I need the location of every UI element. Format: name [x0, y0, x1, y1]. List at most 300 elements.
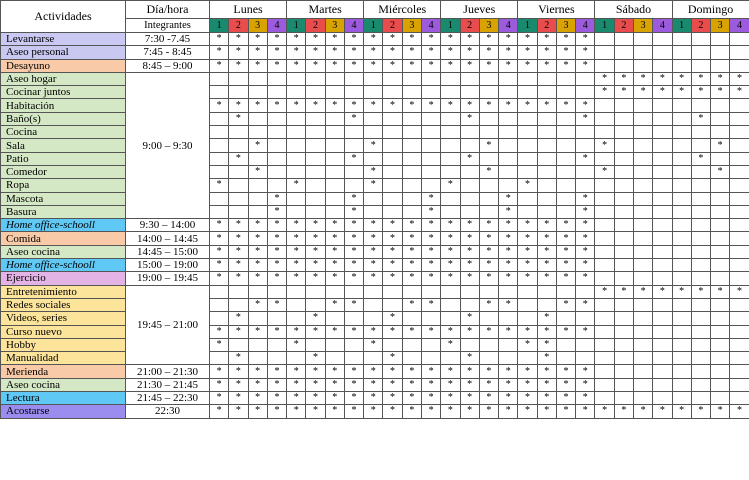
- schedule-cell: [479, 312, 498, 325]
- schedule-cell: [730, 378, 749, 391]
- schedule-cell: [711, 179, 730, 192]
- schedule-cell: [614, 46, 633, 59]
- activity-row: [1, 392, 749, 405]
- schedule-cell: *: [364, 392, 383, 405]
- schedule-cell: [556, 165, 575, 178]
- schedule-cell: [248, 126, 267, 139]
- schedule-cell: *: [479, 59, 498, 72]
- activity-name: Cocina: [1, 126, 126, 139]
- schedule-cell: *: [364, 179, 383, 192]
- schedule-cell: [556, 285, 575, 298]
- schedule-cell: [287, 312, 306, 325]
- activity-row: [1, 126, 749, 139]
- schedule-cell: [711, 205, 730, 218]
- member-header-3: 3: [711, 19, 730, 33]
- schedule-cell: *: [537, 99, 556, 112]
- schedule-cell: [460, 72, 479, 85]
- schedule-cell: [576, 338, 595, 351]
- schedule-cell: *: [383, 352, 402, 365]
- schedule-cell: [537, 205, 556, 218]
- schedule-cell: [595, 179, 614, 192]
- schedule-cell: *: [499, 272, 518, 285]
- schedule-cell: [344, 165, 363, 178]
- schedule-cell: [287, 139, 306, 152]
- schedule-cell: [633, 205, 652, 218]
- schedule-cell: *: [479, 139, 498, 152]
- schedule-cell: [460, 179, 479, 192]
- schedule-cell: [229, 139, 248, 152]
- schedule-cell: [499, 86, 518, 99]
- schedule-cell: [614, 245, 633, 258]
- schedule-cell: [711, 126, 730, 139]
- schedule-cell: [576, 312, 595, 325]
- schedule-cell: *: [344, 192, 363, 205]
- schedule-cell: [653, 112, 672, 125]
- schedule-cell: [633, 245, 652, 258]
- schedule-cell: *: [267, 99, 286, 112]
- schedule-cell: [595, 99, 614, 112]
- schedule-cell: [595, 152, 614, 165]
- schedule-cell: [479, 352, 498, 365]
- schedule-cell: *: [229, 325, 248, 338]
- schedule-cell: *: [711, 285, 730, 298]
- schedule-cell: [691, 232, 710, 245]
- schedule-cell: [614, 298, 633, 311]
- schedule-cell: *: [421, 245, 440, 258]
- schedule-cell: *: [210, 99, 229, 112]
- schedule-cell: *: [576, 99, 595, 112]
- schedule-cell: [653, 259, 672, 272]
- schedule-cell: *: [460, 312, 479, 325]
- schedule-cell: [633, 165, 652, 178]
- schedule-cell: *: [344, 59, 363, 72]
- schedule-cell: [287, 352, 306, 365]
- schedule-cell: [287, 285, 306, 298]
- schedule-cell: [479, 179, 498, 192]
- schedule-cell: [229, 205, 248, 218]
- schedule-cell: [672, 139, 691, 152]
- schedule-cell: [711, 325, 730, 338]
- schedule-cell: *: [479, 392, 498, 405]
- schedule-cell: *: [556, 99, 575, 112]
- schedule-cell: *: [402, 232, 421, 245]
- schedule-cell: *: [711, 139, 730, 152]
- schedule-cell: *: [711, 86, 730, 99]
- schedule-cell: *: [499, 405, 518, 418]
- day-header-4: Jueves: [441, 1, 518, 19]
- schedule-cell: [672, 378, 691, 391]
- schedule-cell: [325, 192, 344, 205]
- schedule-cell: *: [248, 365, 267, 378]
- schedule-cell: *: [229, 352, 248, 365]
- activity-row: [1, 219, 749, 232]
- schedule-cell: [344, 139, 363, 152]
- schedule-cell: *: [479, 378, 498, 391]
- schedule-cell: *: [518, 219, 537, 232]
- schedule-cell: *: [653, 72, 672, 85]
- schedule-cell: [421, 139, 440, 152]
- schedule-cell: *: [402, 245, 421, 258]
- schedule-cell: [402, 192, 421, 205]
- schedule-cell: [711, 232, 730, 245]
- schedule-cell: *: [537, 33, 556, 46]
- schedule-cell: [595, 112, 614, 125]
- schedule-cell: [691, 33, 710, 46]
- schedule-cell: *: [441, 338, 460, 351]
- schedule-cell: [421, 179, 440, 192]
- member-header-3: 3: [479, 19, 498, 33]
- schedule-cell: *: [499, 46, 518, 59]
- schedule-cell: *: [556, 232, 575, 245]
- schedule-cell: *: [441, 378, 460, 391]
- schedule-cell: *: [344, 365, 363, 378]
- activity-name: Merienda: [1, 365, 126, 378]
- schedule-cell: *: [306, 405, 325, 418]
- schedule-cell: *: [460, 232, 479, 245]
- schedule-cell: *: [364, 139, 383, 152]
- schedule-cell: [691, 59, 710, 72]
- schedule-cell: *: [306, 33, 325, 46]
- schedule-cell: *: [287, 338, 306, 351]
- schedule-cell: [460, 165, 479, 178]
- schedule-cell: [306, 139, 325, 152]
- schedule-cell: *: [383, 365, 402, 378]
- schedule-cell: [614, 352, 633, 365]
- schedule-cell: [711, 298, 730, 311]
- schedule-cell: *: [248, 245, 267, 258]
- schedule-cell: [633, 33, 652, 46]
- schedule-cell: [364, 205, 383, 218]
- schedule-cell: [421, 338, 440, 351]
- schedule-cell: [730, 232, 749, 245]
- day-header-1: Lunes: [210, 1, 287, 19]
- schedule-cell: [402, 86, 421, 99]
- schedule-cell: [633, 352, 652, 365]
- schedule-cell: [421, 72, 440, 85]
- activity-name: Acostarse: [1, 405, 126, 418]
- schedule-cell: *: [229, 112, 248, 125]
- activities-header: Actividades: [1, 1, 126, 33]
- schedule-cell: *: [576, 392, 595, 405]
- schedule-cell: [537, 139, 556, 152]
- schedule-cell: *: [499, 33, 518, 46]
- activity-row: [1, 405, 749, 418]
- schedule-cell: [325, 312, 344, 325]
- schedule-cell: *: [383, 33, 402, 46]
- schedule-cell: [421, 112, 440, 125]
- schedule-cell: [633, 126, 652, 139]
- schedule-cell: *: [402, 378, 421, 391]
- schedule-cell: *: [267, 205, 286, 218]
- schedule-cell: [499, 165, 518, 178]
- schedule-cell: *: [421, 219, 440, 232]
- activity-name: Comida: [1, 232, 126, 245]
- schedule-cell: *: [441, 405, 460, 418]
- schedule-cell: [614, 259, 633, 272]
- schedule-cell: *: [383, 219, 402, 232]
- schedule-cell: [518, 139, 537, 152]
- schedule-cell: *: [576, 378, 595, 391]
- schedule-cell: *: [248, 59, 267, 72]
- schedule-cell: [364, 112, 383, 125]
- schedule-cell: [248, 112, 267, 125]
- schedule-cell: *: [441, 245, 460, 258]
- schedule-cell: [691, 192, 710, 205]
- schedule-cell: [691, 139, 710, 152]
- schedule-cell: *: [576, 59, 595, 72]
- schedule-cell: [325, 285, 344, 298]
- schedule-cell: [344, 72, 363, 85]
- schedule-cell: *: [518, 259, 537, 272]
- schedule-cell: [499, 285, 518, 298]
- schedule-cell: *: [364, 338, 383, 351]
- activity-name: Lectura: [1, 392, 126, 405]
- schedule-cell: *: [248, 405, 267, 418]
- schedule-cell: *: [402, 272, 421, 285]
- schedule-cell: *: [229, 46, 248, 59]
- schedule-cell: [711, 259, 730, 272]
- schedule-cell: [344, 179, 363, 192]
- schedule-cell: *: [691, 152, 710, 165]
- schedule-cell: *: [364, 219, 383, 232]
- schedule-cell: [441, 205, 460, 218]
- member-header-1: 1: [287, 19, 306, 33]
- schedule-cell: *: [267, 378, 286, 391]
- schedule-cell: [672, 232, 691, 245]
- schedule-cell: [460, 192, 479, 205]
- schedule-cell: [210, 86, 229, 99]
- schedule-cell: *: [306, 378, 325, 391]
- schedule-cell: [537, 72, 556, 85]
- schedule-cell: *: [479, 405, 498, 418]
- schedule-cell: *: [499, 192, 518, 205]
- schedule-cell: [711, 46, 730, 59]
- member-header-1: 1: [364, 19, 383, 33]
- schedule-cell: [730, 352, 749, 365]
- schedule-cell: [499, 179, 518, 192]
- schedule-cell: *: [441, 392, 460, 405]
- schedule-cell: [499, 126, 518, 139]
- schedule-cell: *: [421, 33, 440, 46]
- schedule-cell: [267, 338, 286, 351]
- schedule-cell: [653, 205, 672, 218]
- schedule-cell: *: [421, 59, 440, 72]
- activity-name: Aseo cocina: [1, 378, 126, 391]
- schedule-cell: *: [267, 33, 286, 46]
- time-cell: 21:30 – 21:45: [126, 378, 210, 391]
- schedule-cell: *: [441, 219, 460, 232]
- schedule-cell: [267, 165, 286, 178]
- schedule-cell: *: [325, 245, 344, 258]
- schedule-cell: [383, 285, 402, 298]
- schedule-cell: *: [344, 405, 363, 418]
- schedule-cell: [672, 59, 691, 72]
- schedule-cell: *: [364, 33, 383, 46]
- schedule-cell: *: [210, 392, 229, 405]
- schedule-cell: *: [229, 405, 248, 418]
- schedule-cell: [653, 245, 672, 258]
- schedule-cell: [556, 312, 575, 325]
- schedule-cell: *: [267, 392, 286, 405]
- schedule-cell: [267, 72, 286, 85]
- time-cell: 21:45 – 22:30: [126, 392, 210, 405]
- activity-row: [1, 33, 749, 46]
- activity-name: Aseo personal: [1, 46, 126, 59]
- schedule-cell: [306, 165, 325, 178]
- activity-row: [1, 152, 749, 165]
- schedule-cell: *: [556, 219, 575, 232]
- schedule-cell: *: [364, 325, 383, 338]
- schedule-cell: [730, 126, 749, 139]
- schedule-cell: [653, 33, 672, 46]
- schedule-cell: *: [460, 259, 479, 272]
- time-cell: 15:00 – 19:00: [126, 259, 210, 272]
- time-cell: 7:45 - 8:45: [126, 46, 210, 59]
- schedule-cell: [595, 232, 614, 245]
- schedule-cell: *: [441, 232, 460, 245]
- schedule-cell: *: [518, 99, 537, 112]
- schedule-cell: *: [672, 405, 691, 418]
- activity-row: [1, 86, 749, 99]
- schedule-cell: [402, 338, 421, 351]
- schedule-cell: *: [460, 378, 479, 391]
- schedule-cell: [210, 72, 229, 85]
- schedule-cell: [672, 312, 691, 325]
- schedule-cell: *: [711, 72, 730, 85]
- schedule-cell: *: [344, 219, 363, 232]
- schedule-cell: *: [402, 99, 421, 112]
- member-header-4: 4: [421, 19, 440, 33]
- schedule-cell: *: [576, 298, 595, 311]
- schedule-body: [1, 33, 749, 419]
- schedule-cell: *: [576, 219, 595, 232]
- schedule-cell: [653, 126, 672, 139]
- schedule-cell: *: [306, 392, 325, 405]
- schedule-cell: [479, 86, 498, 99]
- activity-row: [1, 365, 749, 378]
- schedule-cell: [287, 112, 306, 125]
- member-header-1: 1: [210, 19, 229, 33]
- schedule-cell: [441, 285, 460, 298]
- schedule-cell: [633, 259, 652, 272]
- schedule-cell: *: [267, 259, 286, 272]
- schedule-cell: [691, 219, 710, 232]
- schedule-cell: [576, 86, 595, 99]
- schedule-cell: [229, 86, 248, 99]
- schedule-cell: [402, 165, 421, 178]
- schedule-cell: [672, 392, 691, 405]
- schedule-cell: [537, 165, 556, 178]
- schedule-cell: *: [576, 259, 595, 272]
- schedule-cell: *: [325, 33, 344, 46]
- schedule-cell: [248, 86, 267, 99]
- schedule-cell: [325, 112, 344, 125]
- schedule-cell: *: [576, 205, 595, 218]
- schedule-cell: *: [518, 338, 537, 351]
- member-header-3: 3: [248, 19, 267, 33]
- member-header-2: 2: [614, 19, 633, 33]
- activity-row: [1, 298, 749, 311]
- schedule-cell: [672, 192, 691, 205]
- schedule-cell: *: [556, 365, 575, 378]
- schedule-cell: *: [518, 365, 537, 378]
- schedule-cell: [441, 352, 460, 365]
- schedule-cell: [248, 312, 267, 325]
- schedule-cell: [229, 126, 248, 139]
- schedule-cell: *: [595, 86, 614, 99]
- schedule-cell: *: [576, 192, 595, 205]
- schedule-cell: *: [421, 99, 440, 112]
- schedule-cell: *: [325, 59, 344, 72]
- schedule-cell: [383, 205, 402, 218]
- activity-row: [1, 205, 749, 218]
- schedule-cell: [711, 152, 730, 165]
- schedule-cell: [325, 338, 344, 351]
- activity-name: Home office-schooll: [1, 219, 126, 232]
- schedule-cell: [421, 312, 440, 325]
- schedule-cell: *: [344, 325, 363, 338]
- schedule-cell: *: [364, 99, 383, 112]
- schedule-cell: [711, 219, 730, 232]
- schedule-cell: [210, 165, 229, 178]
- schedule-cell: [306, 285, 325, 298]
- schedule-cell: *: [402, 219, 421, 232]
- schedule-cell: *: [229, 232, 248, 245]
- schedule-cell: *: [595, 165, 614, 178]
- schedule-cell: [672, 272, 691, 285]
- schedule-cell: *: [460, 59, 479, 72]
- schedule-cell: *: [287, 392, 306, 405]
- schedule-cell: *: [691, 86, 710, 99]
- schedule-cell: *: [248, 99, 267, 112]
- schedule-cell: *: [383, 325, 402, 338]
- schedule-cell: *: [267, 46, 286, 59]
- schedule-cell: [653, 192, 672, 205]
- schedule-cell: [672, 245, 691, 258]
- schedule-cell: *: [344, 378, 363, 391]
- schedule-cell: *: [537, 338, 556, 351]
- schedule-cell: *: [556, 405, 575, 418]
- time-cell: 14:45 – 15:00: [126, 245, 210, 258]
- schedule-cell: [576, 126, 595, 139]
- schedule-cell: [614, 139, 633, 152]
- schedule-cell: [248, 338, 267, 351]
- schedule-cell: [344, 86, 363, 99]
- schedule-cell: [730, 325, 749, 338]
- schedule-cell: [614, 179, 633, 192]
- schedule-cell: [730, 338, 749, 351]
- schedule-cell: [518, 112, 537, 125]
- schedule-cell: *: [229, 392, 248, 405]
- time-cell: 21:00 – 21:30: [126, 365, 210, 378]
- schedule-cell: [730, 99, 749, 112]
- schedule-cell: [518, 352, 537, 365]
- schedule-cell: *: [556, 392, 575, 405]
- schedule-cell: [730, 179, 749, 192]
- schedule-cell: [306, 298, 325, 311]
- schedule-cell: [711, 378, 730, 391]
- schedule-cell: *: [518, 232, 537, 245]
- member-header-3: 3: [325, 19, 344, 33]
- schedule-cell: *: [267, 365, 286, 378]
- schedule-cell: *: [306, 245, 325, 258]
- schedule-cell: *: [421, 298, 440, 311]
- member-header-1: 1: [441, 19, 460, 33]
- schedule-cell: *: [441, 33, 460, 46]
- activity-name: Cocinar juntos: [1, 86, 126, 99]
- schedule-cell: [653, 165, 672, 178]
- activity-name: Manualidad: [1, 352, 126, 365]
